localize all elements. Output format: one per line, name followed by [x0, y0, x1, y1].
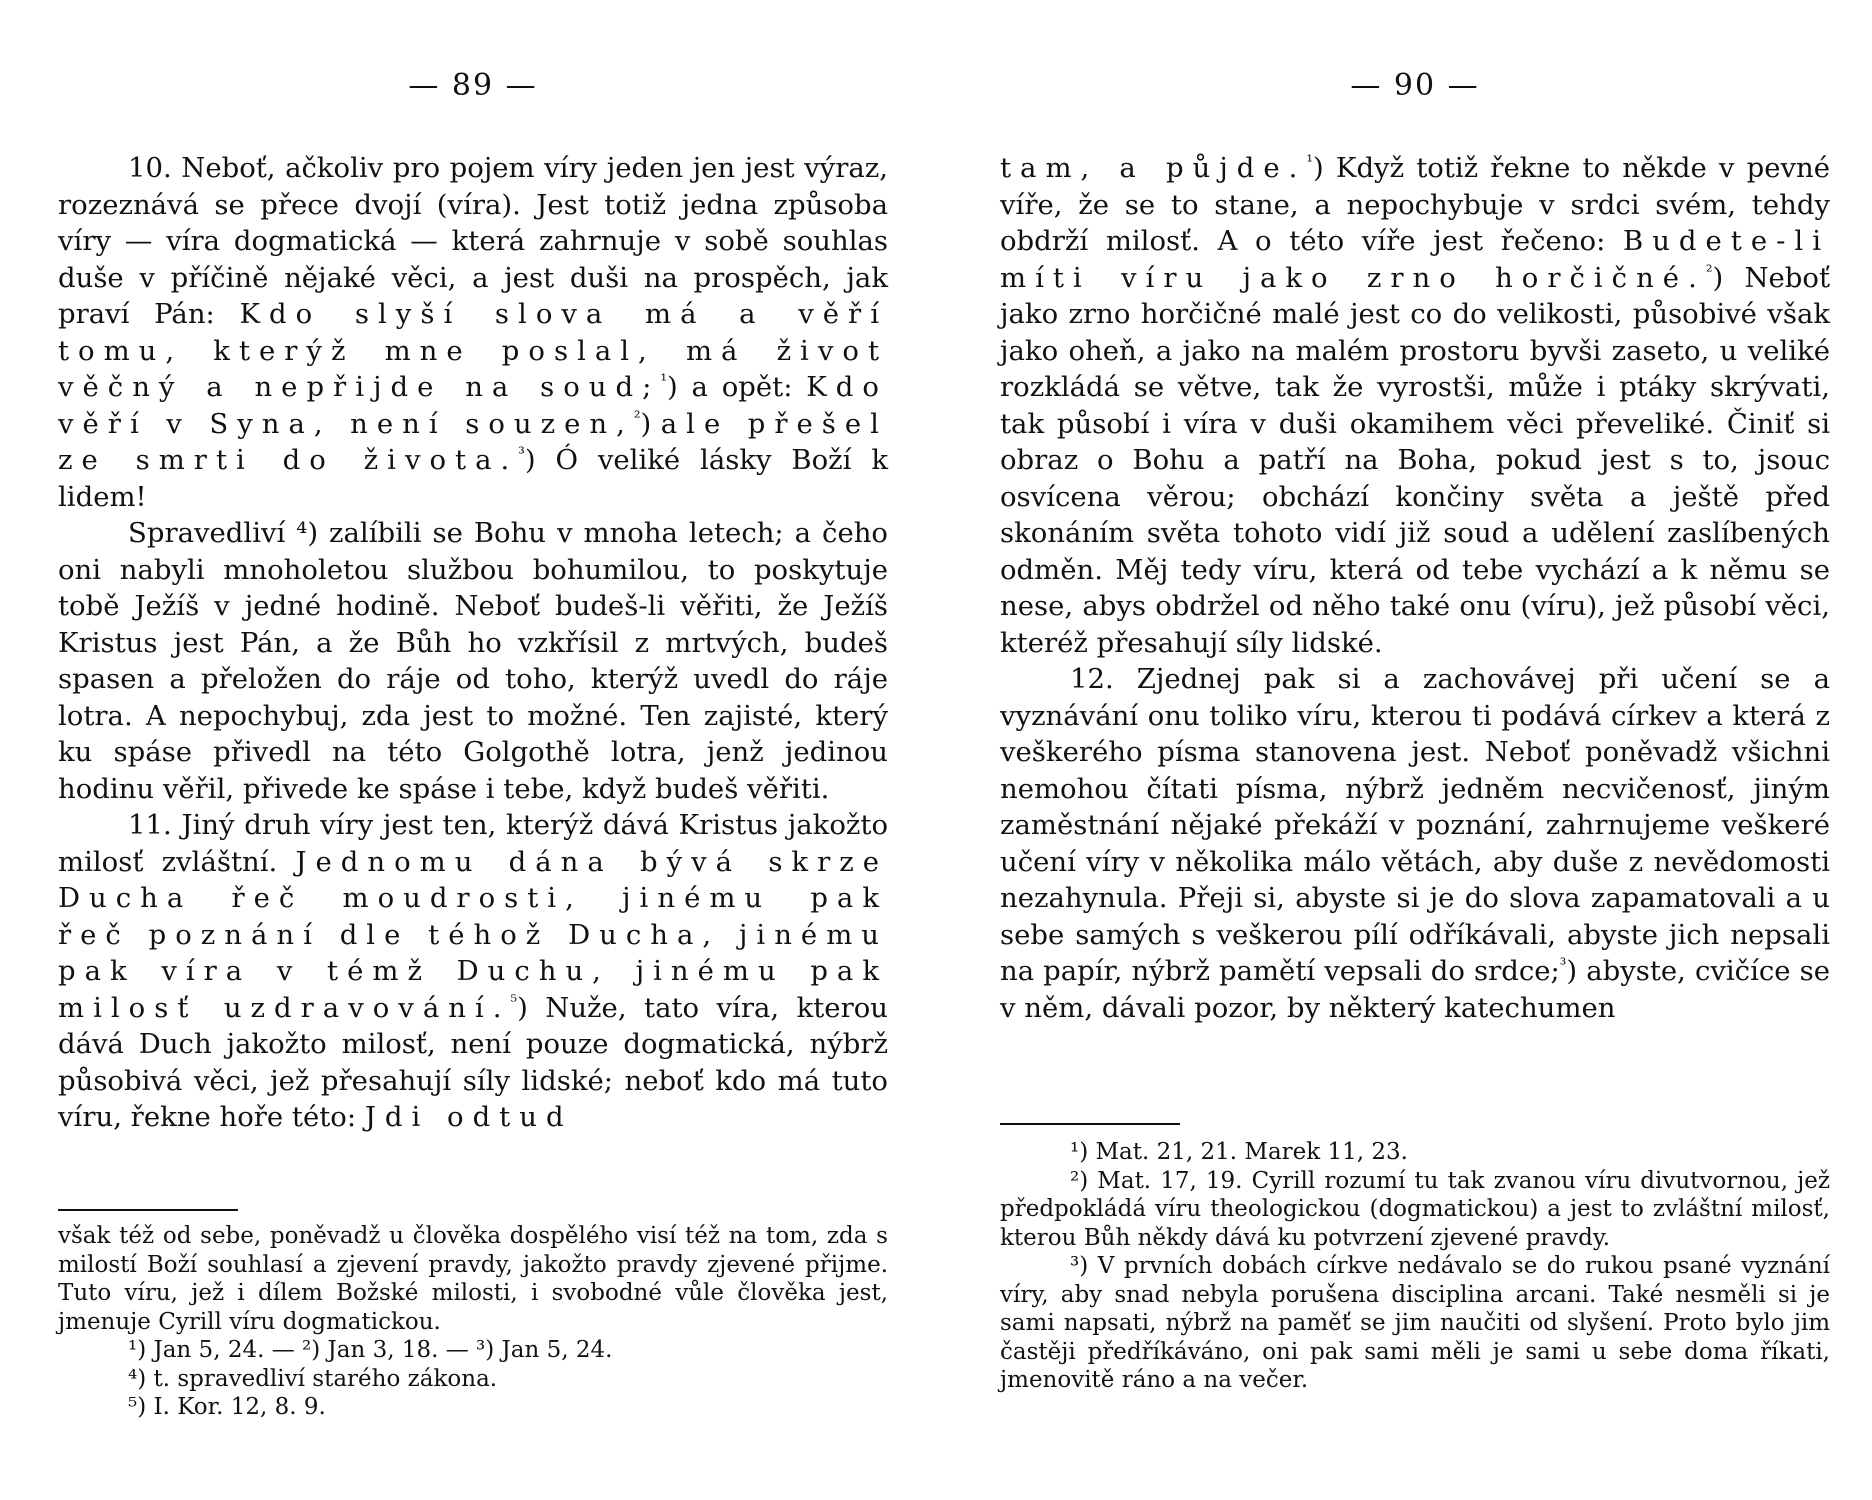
paragraph-text: ) Když totiž řekne to někde v pevné víře, že se to stane, a nepochybuje v srdci svém, tehdy obdrží milosť. A o této víře jest řečeno: [1000, 152, 1830, 257]
spaced-quote: Jednomu dána bývá skrze Ducha řeč moudrosti, jinému pak řeč poznání dle téhož Ducha, jinému pak víra v témž Duchu, jinému pak milosť uzdravování. [58, 845, 888, 1024]
paragraph-text: ) Nuže, tato víra, kterou dává Duch jakožto milosť, není pouze dogmatická, nýbrž působivá věci, jež přesahují síly lidské; neboť kdo má tuto víru, řekne hoře této: [58, 991, 888, 1133]
paragraph-text: 12. Zjednej pak si a zachovávej při učení se a vyznávání onu toliko víru, kterou ti podává církev a která z veškerého písma stanovena jest. Neboť poněvadž všichni nemohou čítati písma, nýbrž jedněm necvičenosť, jiným zaměstnání nějaké překáží v poznání, zahrnujeme veškeré učení víry v několika málo větách, aby duše z nevědomosti nezahynula. Přeji si, abyste si je do slova zapamatovali a u sebe samých s veškerou pílí odříkávali, abyste jich nepsali na papír, nýbrž pamětí vepsali do srdce; [1000, 663, 1830, 987]
spaced-quote: ale přešel ze smrti do života. [58, 407, 888, 476]
spaced-quote: Budete-li míti víru jako zrno horčičné. [1000, 225, 1830, 294]
footnote-ref: ² [1705, 261, 1713, 281]
right-page [1000, 0, 1830, 1500]
paragraph-text: ) abyste, cvičíce se v něm, dávali pozor, by některý katechumen [1000, 955, 1830, 1024]
paragraph-text: ) Ó veliké lásky Boží k lidem! [58, 444, 888, 513]
paragraph-12 [1000, 661, 1830, 1026]
paragraph-text: ) Neboť jako zrno horčičné malé jest co do velikosti, působivé však jako oheň, a jako na malém prostoru byvši zaseto, u veliké rozkládá se větve, tak že vyrostši, může i ptáky skrývati, tak působí i víra v duši okamihem věci převeliké. Činiť si obraz o Bohu a patří na Boha, pokud jest s to, jsouc osvícena věrou; obchází končiny světa a ještě před skonáním světa tohoto vidí již soud a udělení zaslíbených odměn. Měj tedy víru, která od tebe vychází a k němu se nese, abys obdržel od něho také onu (víru), jež působí věci, kteréž přesahují síly lidské. [1000, 261, 1830, 659]
spaced-quote: Kdo věří v Syna, není souzen, [58, 371, 888, 440]
footnote-ref: ² [633, 407, 641, 427]
footnote-4: ⁴) t. spravedliví starého zákona. [128, 1365, 498, 1392]
footnote-divider [58, 1209, 238, 1211]
footnotes [58, 1222, 888, 1422]
paragraph-continuation [1000, 150, 1830, 661]
left-page [58, 0, 888, 1500]
footnote-ref: ¹ [660, 370, 667, 390]
footnote-ref: ³ [1559, 954, 1567, 974]
footnote-1: ¹) Mat. 21, 21. Marek 11, 23. [1070, 1139, 1408, 1165]
footnote-3: ³) V prvních dobách církve nedávalo se do rukou psané vyznání víry, aby snad nebyla porušena disciplina arcani. Také nesměli si je sami napsati, nýbrž na paměť se jim naučiti od slyšení. Proto bylo jim častěji předříkáváno, oni pak sami měli je sami u sebe doma říkati, jmenovitě ráno a na večer. [1000, 1253, 1830, 1393]
footnote-ref: ⁵ [510, 991, 518, 1011]
paragraph-11 [58, 807, 888, 1136]
footnote-continuation: však též od sebe, poněvadž u člověka dospělého visí též na tom, zda s milostí Boží souhlasí a zjevení pravdy, jakožto pravdy zjevené přijme. Tuto víru, jež i dílem Božské milosti, i svobodné vůle člověka jest, jmenuje Cyrill víru dogmatickou. [58, 1223, 888, 1335]
footnotes [1000, 1138, 1830, 1395]
paragraph-spravedlivi: Spravedliví ⁴) zalíbili se Bohu v mnoha letech; a čeho oni nabyli mnoholetou službou bohumilou, to poskytuje tobě Ježíš v jedné hodině. Neboť budeš-li věřiti, že Ježíš Kristus jest Pán, a že Bůh ho vzkřísil z mrtvých, budeš spasen a přeložen do ráje od toho, kterýž uvedl do ráje lotra. A nepochybuj, zda jest to možné. Ten zajisté, který ku spáse přivedl na této Golgothě lotra, jenž jedinou hodinu věřil, přivede ke spáse i tebe, když budeš věřiti. [58, 517, 888, 805]
footnote-5: ⁵) I. Kor. 12, 8. 9. [128, 1394, 326, 1420]
paragraph-text: ) a opět: [666, 371, 807, 403]
footnote-divider [1000, 1123, 1180, 1125]
page-number: — 90 — [1350, 68, 1480, 103]
body-text [58, 150, 888, 1136]
paragraph-text: 11. Jiný druh víry jest ten, kterýž dává Kristus jakožto milosť zvláštní. [58, 809, 888, 878]
paragraph-text: ) [640, 407, 661, 440]
footnote-1-3: ¹) Jan 5, 24. — ²) Jan 3, 18. — ³) Jan 5, 24. [128, 1337, 613, 1363]
spaced-quote: Kdo slyší slova má a věří tomu, kterýž mne poslal, má život věčný a nepřijde na soud; [58, 298, 888, 403]
footnote-2: ²) Mat. 17, 19. Cyrill rozumí tu tak zvanou víru divutvornou, jež předpokládá víru theologickou (dogmatickou) a jest to zvláštní milosť, kterou Bůh někdy dává ku potvrzení zjevené pravdy. [1000, 1167, 1830, 1251]
body-text [1000, 150, 1830, 1026]
paragraph-text: 10. Neboť, ačkoliv pro pojem víry jeden jen jest výraz, rozeznává se přece dvojí (víra). Jest totiž jedna způsoba víry — víra dogmatická — která zahrnuje v sobě souhlas duše v příčině nějaké věci, a jest duši na prospěch, jak praví Pán: [58, 152, 888, 330]
footnote-ref: ³ [518, 443, 525, 463]
spaced-quote: tam, a půjde. [1000, 152, 1307, 184]
spaced-quote: Jdi odtud [364, 1101, 573, 1133]
page-number: — 89 — [408, 68, 538, 103]
paragraph-10 [58, 150, 888, 515]
footnote-ref: ¹ [1306, 151, 1314, 171]
